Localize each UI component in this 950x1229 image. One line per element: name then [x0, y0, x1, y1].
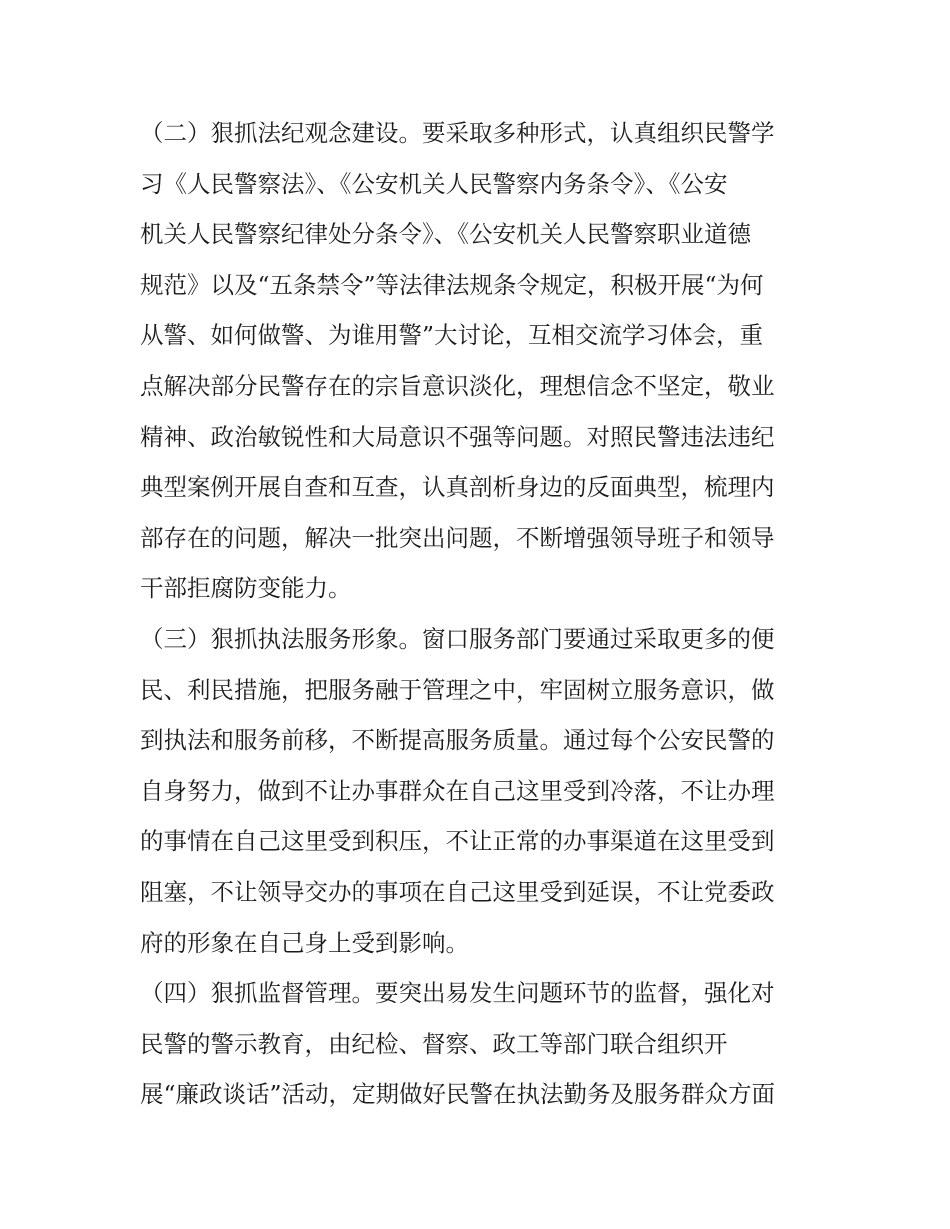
text-line: （三）狠抓执法服务形象。窗口服务部门要通过采取更多的便: [140, 624, 775, 653]
text-line: 从警、如何做警、为谁用警”大讨论，互相交流学习体会，重: [140, 321, 764, 350]
text-line: 点解决部分民警存在的宗旨意识淡化，理想信念不坚定，敬业: [140, 371, 775, 400]
text-line: 机关人民警察纪律处分条令》、《公安机关人民警察职业道德: [140, 220, 751, 249]
text-line: 干部拒腐防变能力。: [140, 574, 352, 603]
document-body: [140, 108, 820, 1120]
text-line: 民警的警示教育，由纪检、督察、政工等部门联合组织开: [140, 1029, 728, 1058]
text-line: 部存在的问题，解决一批突出问题，不断增强领导班子和领导: [140, 523, 775, 552]
text-line: 的事情在自己这里受到积压，不让正常的办事渠道在这里受到: [140, 827, 775, 856]
text-line: 精神、政治敏锐性和大局意识不强等问题。对照民警违法违纪: [140, 422, 775, 451]
text-line: （二）狠抓法纪观念建设。要采取多种形式，认真组织民警学: [140, 119, 775, 147]
text-line: 展“廉政谈话”活动，定期做好民警在执法勤务及服务群众方面: [140, 1080, 776, 1109]
text-line: 规范》以及“五条禁令”等法律法规条令规定，积极开展“为何: [140, 270, 764, 299]
text-line: 习《人民警察法》、《公安机关人民警察内务条令》、《公安: [140, 169, 728, 198]
text-line: 典型案例开展自查和互查，认真剖析身边的反面典型，梳理内: [140, 473, 775, 502]
text-line: 到执法和服务前移，不断提高服务质量。通过每个公安民警的: [140, 726, 775, 755]
text-line: 阻塞，不让领导交办的事项在自己这里受到延误，不让党委政: [140, 877, 775, 906]
text-line: 自身努力，做到不让办事群众在自己这里受到冷落，不让办理: [140, 776, 775, 805]
text-line: （四）狠抓监督管理。要突出易发生问题环节的监督，强化对: [140, 979, 775, 1008]
text-line: 民、利民措施，把服务融于管理之中，牢固树立服务意识，做: [140, 675, 775, 704]
text-line: 府的形象在自己身上受到影响。: [140, 928, 469, 957]
